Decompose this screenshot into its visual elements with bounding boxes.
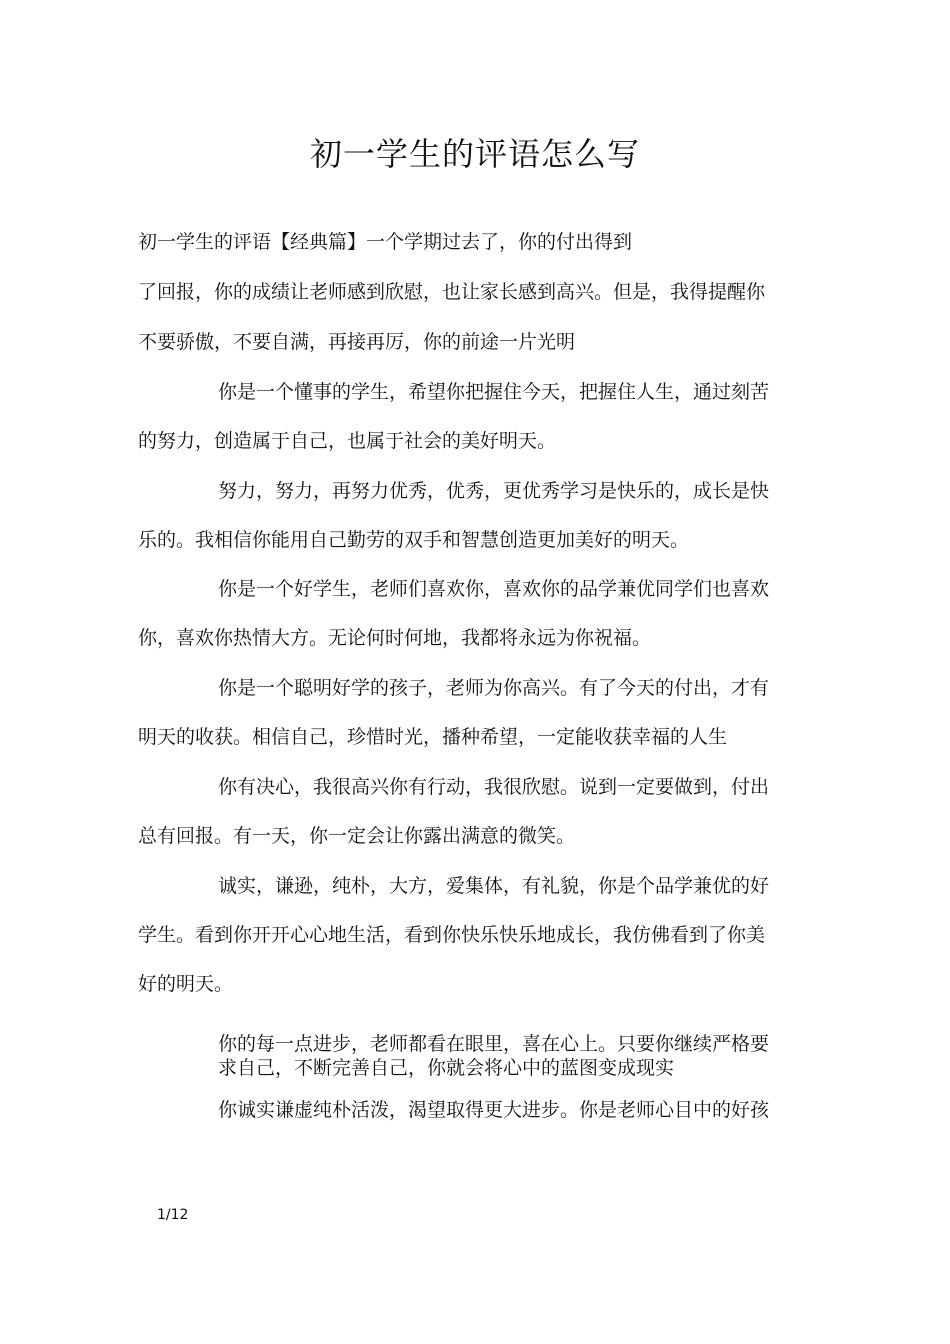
text-line: 的努力，创造属于自己，也属于社会的美好明天。 — [138, 430, 557, 452]
text-line: 你的每一点进步，老师都看在眼里，喜在心上。只要你继续严格要 — [218, 1033, 770, 1055]
text-line: 努力，努力，再努力优秀，优秀，更优秀学习是快乐的，成长是快 — [218, 480, 770, 502]
text-line: 了回报，你的成绩让老师感到欣慰，也让家长感到高兴。但是，我得提醒你 — [138, 281, 766, 303]
text-line: 你是一个聪明好学的孩子，老师为你高兴。有了今天的付出，才有 — [218, 677, 770, 699]
text-line: 你是一个懂事的学生，希望你把握住今天，把握住人生，通过刻苦 — [218, 381, 770, 403]
text-line: 你，喜欢你热情大方。无论何时何地，我都将永远为你祝福。 — [138, 627, 652, 649]
text-line: 明天的收获。相信自己，珍惜时光，播种希望，一定能收获幸福的人生 — [138, 726, 728, 748]
text-line: 你诚实谦虚纯朴活泼，渴望取得更大进步。你是老师心目中的好孩 — [218, 1099, 770, 1121]
text-line: 初一学生的评语【经典篇】一个学期过去了，你的付出得到 — [138, 231, 633, 253]
text-line: 学生。看到你开开心心地生活，看到你快乐快乐地成长，我仿佛看到了你美 — [138, 924, 766, 946]
text-line: 你有决心，我很高兴你有行动，我很欣慰。说到一定要做到，付出 — [218, 776, 770, 798]
text-line: 总有回报。有一天，你一定会让你露出满意的微笑。 — [138, 825, 576, 847]
text-line: 不要骄傲，不要自满，再接再厉，你的前途一片光明 — [138, 331, 576, 353]
page-number: 1/12 — [157, 1207, 189, 1223]
text-line: 求自己，不断完善自己，你就会将心中的蓝图变成现实 — [218, 1057, 675, 1079]
text-line: 你是一个好学生，老师们喜欢你，喜欢你的品学兼优同学们也喜欢 — [218, 578, 770, 600]
document-title: 初一学生的评语怎么写 — [309, 135, 640, 173]
text-line: 乐的。我相信你能用自己勤劳的双手和智慧创造更加美好的明天。 — [138, 529, 690, 551]
text-line: 诚实，谦逊，纯朴，大方，爱集体，有礼貌，你是个品学兼优的好 — [218, 875, 770, 897]
text-line: 好的明天。 — [138, 973, 234, 995]
